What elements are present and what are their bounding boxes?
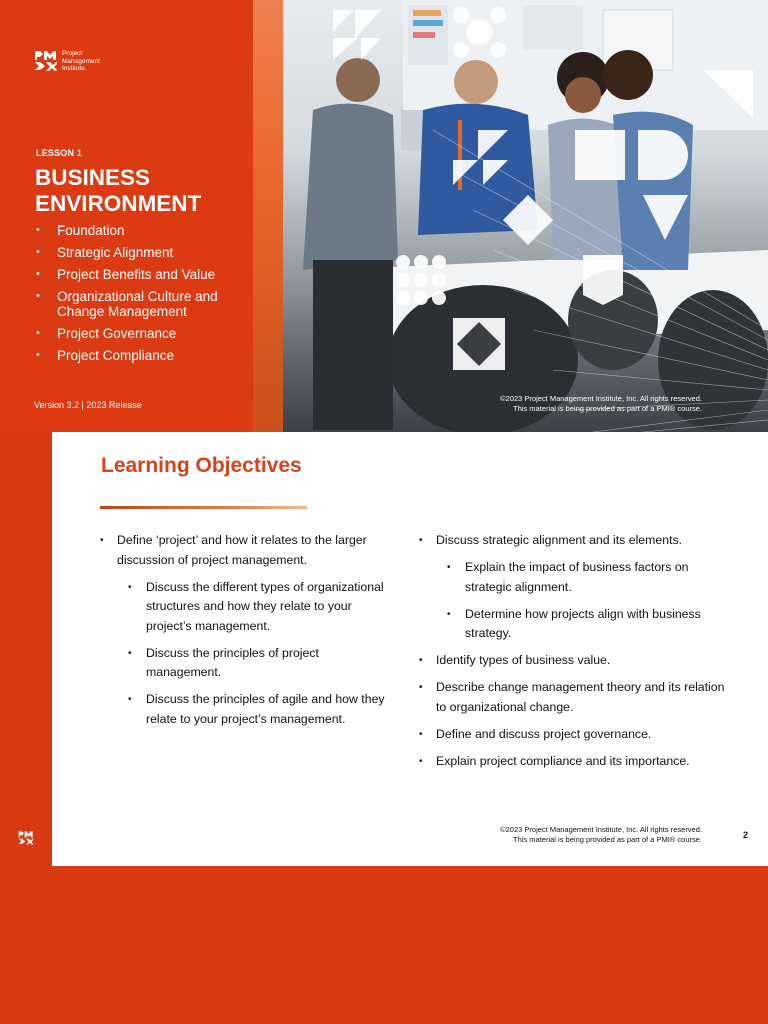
topic-item: • Foundation — [36, 223, 246, 238]
objective-subitem: • Determine how projects align with business strategy. — [465, 605, 726, 644]
objective-item: • Explain project compliance and its importance. — [436, 752, 726, 772]
objective-subitem: • Discuss the principles of project management. — [146, 644, 387, 683]
objectives-right-column — [436, 531, 726, 779]
cover-copyright-line-2: This material is being provided as part of a PMI® course. — [513, 404, 702, 413]
objective-item: • Discuss strategic alignment and its elements. — [436, 531, 726, 551]
cover-copyright-line-1: ©2023 Project Management Institute, Inc. All rights reserved. — [500, 394, 702, 403]
cover-left-panel — [0, 0, 255, 432]
topic-item: • Project Benefits and Value — [36, 267, 246, 282]
cover-title: BUSINESS ENVIRONMENT — [35, 165, 202, 216]
objective-item: • Define and discuss project governance. — [436, 725, 726, 745]
objective-item: • Identify types of business value. — [436, 651, 726, 671]
objective-subitem: • Explain the impact of business factors on strategic alignment. — [465, 558, 726, 597]
objectives-side-bar — [0, 432, 52, 866]
objectives-copyright — [500, 825, 702, 845]
photo-illustration — [283, 0, 768, 432]
cover-slide — [0, 0, 768, 432]
logo-wordmark — [62, 50, 100, 73]
objectives-title: Learning Objectives — [101, 454, 302, 477]
topic-list — [36, 223, 246, 370]
objectives-content — [52, 432, 768, 866]
lesson-label: LESSON 1 — [36, 148, 83, 158]
logo-line-2: Management — [62, 57, 100, 65]
objectives-left-column — [117, 531, 387, 737]
pmi-logo-icon — [18, 830, 34, 846]
version-label: Version 3.2 | 2023 Release — [34, 400, 142, 410]
objective-subitem: • Discuss the different types of organizational structures and how they relate to your project’s management. — [146, 578, 387, 637]
objective-item: • Describe change management theory and its relation to organizational change. — [436, 678, 726, 717]
topic-item: • Organizational Culture and Change Management — [36, 289, 246, 319]
logo-line-3: Institute. — [62, 65, 87, 72]
objective-subitem: • Discuss the principles of agile and how they relate to your project’s management. — [146, 690, 387, 729]
topic-item: • Project Governance — [36, 326, 246, 341]
title-underline — [100, 506, 307, 509]
topic-item: • Strategic Alignment — [36, 245, 246, 260]
team-meeting-photo — [283, 0, 768, 432]
objective-item: • Define ‘project’ and how it relates to the larger discussion of project management. — [117, 531, 387, 570]
objectives-copyright-line-1: ©2023 Project Management Institute, Inc. All rights reserved. — [500, 825, 702, 834]
pmi-logo — [34, 50, 100, 73]
cover-copyright — [500, 394, 702, 414]
page-number: 2 — [742, 830, 748, 840]
logo-line-1: Project — [62, 50, 83, 57]
topic-item: • Project Compliance — [36, 348, 246, 363]
pmi-logo-icon — [34, 50, 58, 72]
objectives-slide — [0, 432, 768, 866]
gradient-strip — [253, 0, 283, 432]
objectives-copyright-line-2: This material is being provided as part of a PMI® course. — [513, 835, 702, 844]
